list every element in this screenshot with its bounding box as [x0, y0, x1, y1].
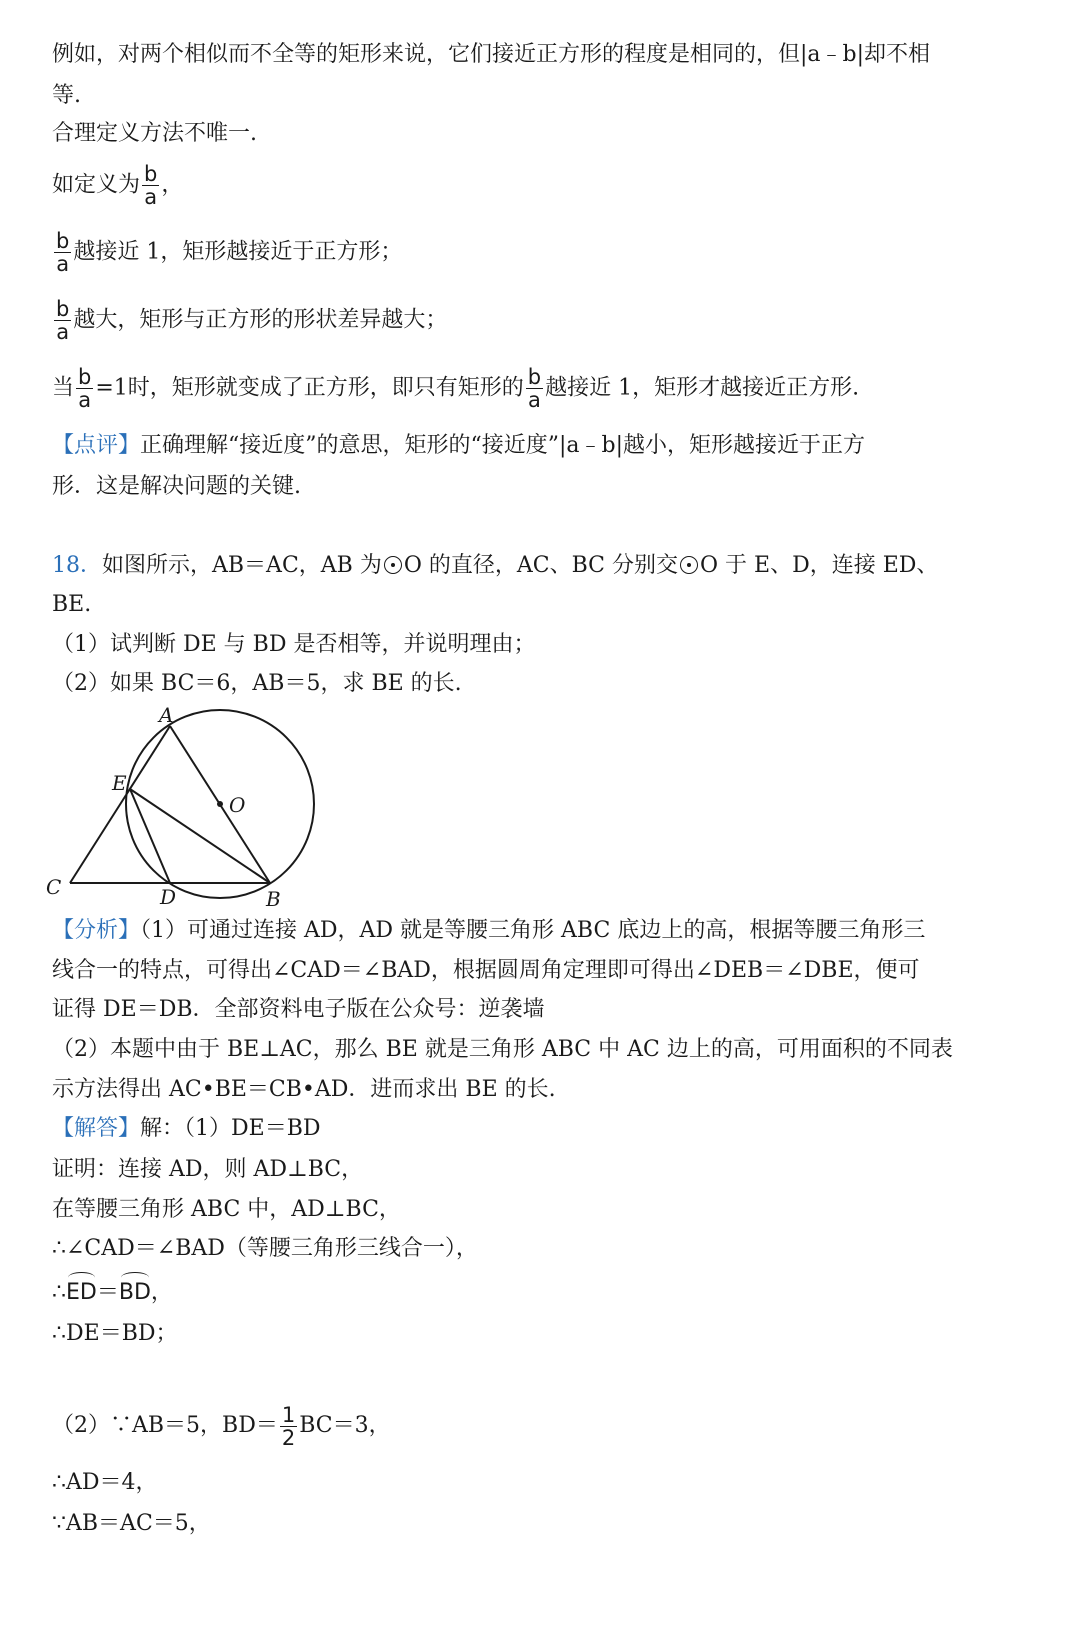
label-a: A: [159, 703, 174, 727]
segment-ac: [70, 726, 170, 883]
geometry-figure: [40, 700, 340, 920]
text-span: 越接近 1，矩形才越接近正方形.: [545, 375, 860, 401]
text-span: 解：（1）DE＝BD: [140, 1116, 321, 1141]
analysis-tag: 【分析】: [52, 918, 141, 943]
fraction-denominator: a: [528, 388, 541, 412]
solution-line: [52, 1114, 321, 1144]
fraction-numerator: b: [56, 297, 70, 321]
fraction-numerator: 1: [281, 1402, 296, 1427]
fraction-numerator: b: [527, 365, 542, 389]
circle-dot-symbol-icon: [680, 556, 698, 574]
text-span: 当: [52, 375, 75, 401]
fraction-denominator: a: [78, 388, 92, 412]
text-span: 正确理解“接近度”的意思，矩形的“接近度”|a﹣b|越小，矩形越接近于正方: [140, 433, 866, 458]
fraction-denominator: a: [144, 185, 158, 209]
center-point-o: [217, 801, 223, 807]
text-line: 等.: [52, 83, 81, 108]
text-span: ＝: [96, 1280, 119, 1305]
fraction-b-over-a: [54, 230, 71, 275]
text-line: （1）试判断 DE 与 BD 是否相等，并说明理由；: [52, 632, 536, 657]
text-line: ∴DE＝BD；: [52, 1321, 178, 1346]
text-span: ∴: [52, 1280, 66, 1305]
fraction-b-over-a: [54, 298, 71, 343]
text-line: 形．这是解决问题的关键.: [52, 474, 301, 499]
text-span: =1时，矩形就变成了正方形，即只有矩形的: [95, 375, 524, 401]
text-line: [52, 1401, 391, 1451]
text-span: 如图所示，AB＝AC，AB 为: [102, 553, 382, 578]
arc-bd: BD: [119, 1278, 151, 1308]
arc-ed: ED: [66, 1278, 97, 1308]
fraction-b-over-a: [76, 366, 93, 411]
text-line: 在等腰三角形 ABC 中，AD⊥BC，: [52, 1197, 401, 1222]
text-line: 例如，对两个相似而不全等的矩形来说，它们接近正方形的程度是相同的，但|a﹣b|却不相: [52, 42, 931, 67]
text-line: 示方法得出 AC•BE＝CB•AD．进而求出 BE 的长.: [52, 1077, 556, 1102]
analysis-line: [52, 916, 925, 946]
text-line: ∵AB＝AC＝5，: [52, 1511, 211, 1536]
question-line: [52, 551, 938, 581]
text-line: BE.: [52, 592, 92, 617]
text-line: [52, 366, 859, 411]
text-span: BC＝3，: [299, 1413, 391, 1438]
text-span: （2）∵AB＝5，BD＝: [52, 1413, 278, 1438]
circle-dot-symbol-icon: [384, 556, 402, 574]
text-line: 证明：连接 AD，则 AD⊥BC，: [52, 1157, 364, 1182]
fraction-b-over-a: [526, 366, 543, 411]
text-span: ，: [150, 1280, 173, 1305]
fraction-denominator: a: [56, 320, 70, 344]
label-b: B: [266, 887, 281, 911]
solution-tag: 【解答】: [52, 1116, 141, 1141]
fraction-numerator: b: [56, 229, 70, 253]
label-d: D: [160, 885, 177, 909]
text-line: ∴AD＝4，: [52, 1470, 158, 1495]
arc-equation-line: [52, 1278, 173, 1308]
label-e: E: [112, 771, 127, 795]
question-number: 18．: [52, 553, 102, 578]
text-line: ∴∠CAD＝∠BAD（等腰三角形三线合一），: [52, 1236, 478, 1261]
fraction-denominator: 2: [281, 1425, 296, 1450]
comment-tag: 【点评】: [52, 433, 141, 458]
text-line: （2）本题中由于 BE⊥AC，那么 BE 就是三角形 ABC 中 AC 边上的高，可用面积的不同表: [52, 1037, 953, 1062]
fraction-b-over-a: [142, 163, 159, 208]
fraction-denominator: a: [56, 252, 70, 276]
text-line: 合理定义方法不唯一.: [52, 121, 257, 146]
label-c: C: [46, 875, 62, 899]
comment-line: [52, 431, 865, 461]
fraction-numerator: b: [78, 365, 92, 389]
label-o: O: [229, 793, 246, 817]
text-line: （2）如果 BC＝6，AB＝5，求 BE 的长.: [52, 671, 462, 696]
text-line: [52, 230, 402, 275]
text-line: [52, 298, 447, 343]
fraction-one-half: [280, 1404, 297, 1449]
text-span: 越接近 1，矩形越接近于正方形；: [73, 239, 403, 265]
text-line: 证得 DE＝DB．全部资料电子版在公众号：逆袭墙: [52, 997, 545, 1022]
text-span: O 于 E、D，连接 ED、: [699, 553, 939, 578]
text-span: O 的直径，AC、BC 分别交: [403, 553, 678, 578]
text-line: 线合一的特点，可得出∠CAD＝∠BAD，根据圆周角定理即可得出∠DEB＝∠DBE，便可: [52, 958, 920, 983]
text-span: 如定义为: [52, 172, 141, 198]
text-span: （1）可通过连接 AD，AD 就是等腰三角形 ABC 底边上的高，根据等腰三角形三: [140, 918, 926, 943]
fraction-numerator: b: [144, 162, 158, 186]
text-span: ，: [161, 172, 184, 198]
text-span: 越大，矩形与正方形的形状差异越大；: [73, 307, 448, 333]
definition-line: [52, 163, 183, 208]
